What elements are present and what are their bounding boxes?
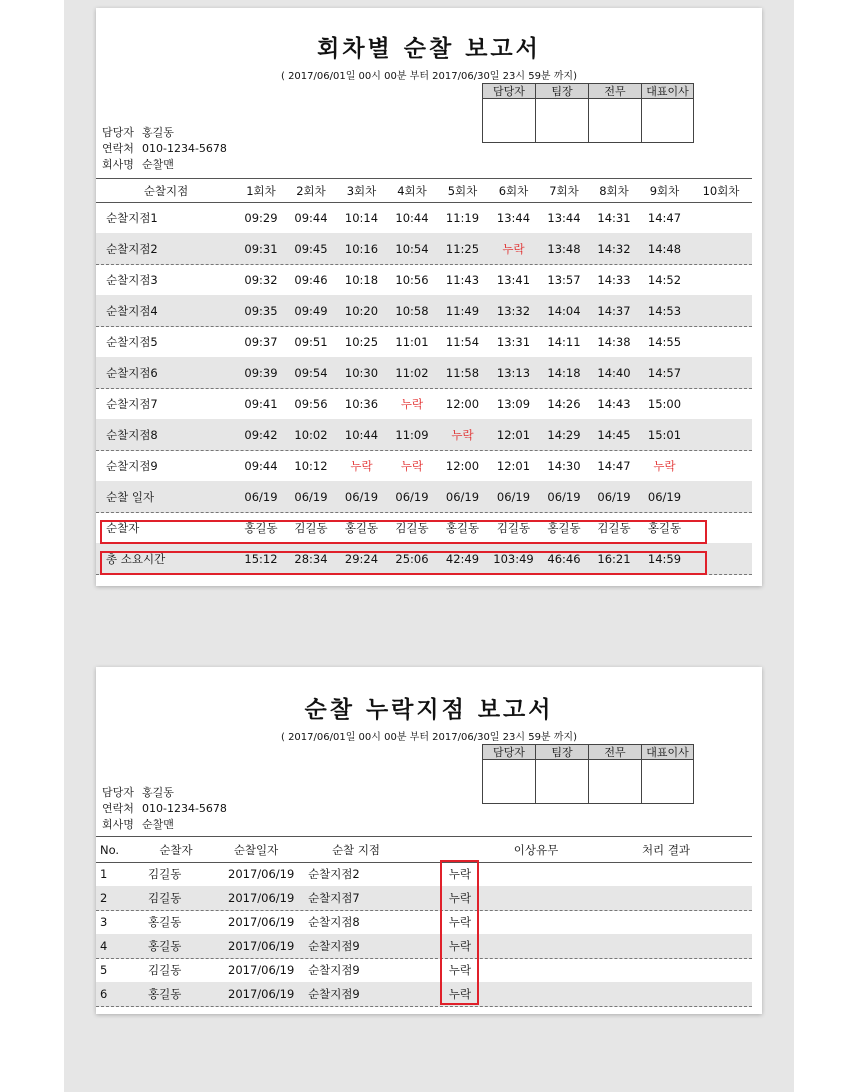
time-cell: 09:44 [294,210,328,225]
signature-box [641,99,694,143]
column-header: 순찰자 [159,842,193,857]
row-label: 순찰지점9 [106,458,158,473]
time-cell: 10:16 [344,241,379,256]
approval-boxes [482,744,694,804]
approval-ceo: 대표이사 [641,744,694,804]
table-row [96,481,752,513]
row-label: 순찰지점6 [106,365,158,380]
missed-cell: 누락 [350,458,373,473]
time-cell: 10:44 [395,210,429,225]
time-cell: 14:55 [647,334,682,349]
cell-patroller: 김길동 [148,867,182,881]
time-cell: 13:32 [496,303,531,318]
signature-box [535,760,588,804]
cell-date: 2017/06/19 [228,963,295,977]
time-cell: 14:11 [547,334,581,349]
time-cell: 09:49 [294,303,328,318]
total-time-row-highlight [100,551,707,575]
time-cell: 13:57 [547,272,581,287]
time-cell: 13:41 [496,272,531,287]
time-cell: 06/19 [445,489,480,504]
time-cell: 09:45 [294,241,328,256]
time-cell: 10:58 [395,303,429,318]
time-cell: 13:44 [547,210,581,225]
time-cell: 11:02 [395,365,429,380]
table-row [96,233,752,265]
table-row [96,326,752,358]
time-cell [690,264,752,295]
time-cell: 13:13 [496,365,531,380]
approval-team-lead: 팀장 [535,83,588,143]
time-cell: 홍길동 [647,520,682,535]
signature-box [588,760,641,804]
time-cell: 12:01 [496,458,531,473]
cell-status: 누락 [448,867,472,881]
time-cell: 12:01 [496,427,531,442]
time-cell: 14:47 [597,458,631,473]
time-cell: 06/19 [496,489,531,504]
report-period: ( 2017/06/01일 00시 00분 부터 2017/06/30일 23시 59분 까지) [280,71,577,82]
time-cell [690,357,752,388]
cell-patroller: 홍길동 [148,915,182,929]
column-header: 순찰 지점 [331,842,381,857]
time-cell: 홍길동 [547,520,581,535]
table-row [96,910,752,935]
time-cell: 06/19 [344,489,379,504]
approval-executive: 전무 [588,744,641,804]
time-cell: 10:36 [344,396,379,411]
cell-no: 3 [100,915,108,929]
patroller-row-highlight [100,520,707,544]
table-row [96,264,752,296]
column-header-round: 3회차 [346,183,377,198]
report-period: ( 2017/06/01일 00시 00분 부터 2017/06/30일 23시 59분 까지) [280,732,577,743]
time-cell: 김길동 [395,520,429,535]
time-cell: 14:53 [647,303,682,318]
time-cell: 10:30 [344,365,379,380]
approval-team-lead: 팀장 [535,744,588,804]
column-header-round: 10회차 [702,183,740,198]
time-cell: 13:09 [496,396,531,411]
table-row [96,357,752,389]
time-cell: 09:29 [244,210,278,225]
time-cell: 06/19 [597,489,631,504]
report-info [102,785,227,833]
missed-cell: 누락 [653,458,676,473]
time-cell: 46:46 [547,551,581,566]
time-cell: 10:12 [294,458,328,473]
cell-result [591,910,741,934]
time-cell: 06/19 [244,489,278,504]
time-cell: 11:43 [445,272,480,287]
time-cell: 15:01 [647,427,682,442]
round-patrol-report [96,8,762,586]
cell-status: 누락 [448,915,472,929]
table-row [96,862,752,887]
time-cell: 15:00 [647,396,682,411]
missed-cell: 누락 [451,427,474,442]
time-cell [690,233,752,264]
time-cell: 14:43 [597,396,631,411]
time-cell: 09:41 [244,396,278,411]
column-header-round: 4회차 [397,183,427,198]
table-row [96,958,752,983]
cell-point: 순찰지점7 [308,891,360,905]
time-cell: 11:49 [445,303,480,318]
cell-no: 4 [100,939,108,953]
time-cell: 09:31 [244,241,278,256]
cell-status: 누락 [448,891,472,905]
cell-no: 5 [100,963,108,977]
column-header-round: 6회차 [498,183,529,198]
column-header-round: 9회차 [649,183,680,198]
column-header-round: 2회차 [296,183,326,198]
signature-box [482,760,535,804]
report-info [102,125,227,173]
time-cell [690,419,752,450]
time-cell [690,388,752,419]
time-cell: 13:48 [547,241,581,256]
column-header-round: 8회차 [599,183,629,198]
cell-no: 1 [100,867,108,881]
time-cell: 14:29 [547,427,581,442]
time-cell [690,326,752,357]
time-cell: 홍길동 [244,520,278,535]
time-cell: 14:45 [597,427,631,442]
table-header [96,836,752,863]
time-cell: 09:32 [244,272,278,287]
cell-date: 2017/06/19 [228,891,295,905]
time-cell: 42:49 [445,551,480,566]
time-cell: 14:37 [597,303,631,318]
table-row [96,934,752,959]
column-header: No. [100,842,120,857]
column-header-round: 5회차 [447,183,478,198]
time-cell [690,295,752,326]
cell-date: 2017/06/19 [228,939,295,953]
table-header [96,178,752,203]
missed-point-report [96,667,762,1014]
missed-cell: 누락 [400,458,424,473]
cell-result [591,982,741,1006]
info-company: 회사명 순찰맨 [102,818,174,831]
time-cell: 11:25 [445,241,480,256]
time-cell: 11:01 [395,334,429,349]
time-cell: 10:14 [344,210,379,225]
time-cell: 14:33 [597,272,631,287]
time-cell: 06/19 [547,489,581,504]
time-cell: 06/19 [647,489,682,504]
time-cell: 10:18 [344,272,379,287]
column-header: 처리 결과 [641,842,691,857]
status-column-highlight [440,860,479,1005]
cell-point: 순찰지점9 [308,987,360,1001]
time-cell: 06/19 [294,489,328,504]
signature-box [588,99,641,143]
column-header-round: 1회차 [246,183,276,198]
row-label: 순찰자 [106,520,140,535]
row-label: 순찰지점1 [106,210,158,225]
time-cell: 09:54 [294,365,328,380]
approval-manager: 담당자 [482,83,535,143]
table-row [96,886,752,911]
info-contact: 연락처 010-1234-5678 [102,142,227,155]
row-label: 순찰 일자 [106,489,155,504]
row-label: 순찰지점2 [106,241,158,256]
table-row [96,419,752,451]
time-cell: 09:42 [244,427,278,442]
time-cell: 14:57 [647,365,682,380]
cell-patroller: 홍길동 [148,987,182,1001]
time-cell: 14:32 [597,241,631,256]
cell-result [591,862,741,886]
time-cell: 김길동 [294,520,328,535]
time-cell: 14:38 [597,334,631,349]
column-header: 순찰일자 [233,842,279,857]
time-cell: 15:12 [244,551,278,566]
table-row [96,982,752,1007]
time-cell: 홍길동 [344,520,379,535]
time-cell: 13:31 [496,334,531,349]
cell-result [591,958,741,982]
time-cell: 11:19 [445,210,480,225]
time-cell: 13:44 [496,210,531,225]
time-cell: 김길동 [597,520,631,535]
cell-patroller: 김길동 [148,963,182,977]
cell-patroller: 홍길동 [148,939,182,953]
time-cell: 14:48 [647,241,682,256]
time-cell: 09:44 [244,458,278,473]
time-cell: 14:31 [597,210,631,225]
time-cell: 12:00 [445,396,480,411]
time-cell: 09:56 [294,396,328,411]
time-cell: 14:04 [547,303,581,318]
table-row [96,295,752,327]
time-cell: 10:56 [395,272,429,287]
time-cell: 09:37 [244,334,278,349]
time-cell: 09:46 [294,272,328,287]
row-label: 총 소요시간 [106,551,166,566]
approval-ceo: 대표이사 [641,83,694,143]
row-label: 순찰지점3 [106,272,158,287]
time-cell: 김길동 [496,520,531,535]
approval-boxes [482,83,694,143]
report-title: 순찰 누락지점 보고서 [304,697,554,723]
missed-cell: 누락 [502,241,525,256]
row-label: 순찰지점8 [106,427,158,442]
time-cell: 11:09 [395,427,429,442]
info-manager: 담당자 홍길동 [102,786,174,799]
info-manager: 담당자 홍길동 [102,126,174,139]
cell-point: 순찰지점8 [308,915,360,929]
time-cell [690,481,752,512]
table-row [96,450,752,482]
time-cell: 11:54 [445,334,480,349]
info-contact: 연락처 010-1234-5678 [102,802,227,815]
time-cell: 29:24 [344,551,379,566]
column-header: 이상유무 [513,842,559,857]
time-cell: 06/19 [395,489,429,504]
time-cell: 14:47 [647,210,682,225]
table-row [96,202,752,234]
time-cell: 14:26 [547,396,581,411]
cell-result [591,934,741,958]
time-cell: 14:30 [547,458,581,473]
approval-executive: 전무 [588,83,641,143]
cell-status: 누락 [448,987,472,1001]
approval-manager: 담당자 [482,744,535,804]
time-cell: 14:52 [647,272,682,287]
time-cell [690,450,752,481]
time-cell: 14:18 [547,365,581,380]
cell-point: 순찰지점9 [308,963,360,977]
time-cell: 09:35 [244,303,278,318]
time-cell: 홍길동 [445,520,480,535]
cell-date: 2017/06/19 [228,987,295,1001]
column-header-round: 7회차 [549,183,579,198]
info-company: 회사명 순찰맨 [102,158,174,171]
cell-no: 2 [100,891,108,905]
time-cell: 10:25 [344,334,379,349]
cell-point: 순찰지점9 [308,939,360,953]
time-cell: 10:20 [344,303,379,318]
time-cell: 10:02 [294,427,328,442]
time-cell: 103:49 [493,551,534,566]
cell-point: 순찰지점2 [308,867,360,881]
row-label: 순찰지점5 [106,334,158,349]
cell-status: 누락 [448,939,472,953]
time-cell: 09:39 [244,365,278,380]
time-cell: 16:21 [597,551,631,566]
table-row [96,388,752,420]
cell-no: 6 [100,987,108,1001]
time-cell: 14:59 [647,551,682,566]
time-cell: 10:54 [395,241,429,256]
time-cell [690,202,752,233]
cell-date: 2017/06/19 [228,867,295,881]
signature-box [535,99,588,143]
column-header-point: 순찰지점 [143,183,189,198]
time-cell: 09:51 [294,334,328,349]
time-cell: 10:44 [344,427,379,442]
signature-box [641,760,694,804]
missed-cell: 누락 [400,396,424,411]
time-cell: 12:00 [445,458,480,473]
row-label: 순찰지점7 [106,396,158,411]
time-cell: 14:40 [597,365,631,380]
signature-box [482,99,535,143]
time-cell: 25:06 [395,551,429,566]
time-cell: 28:34 [294,551,328,566]
report-title: 회차별 순찰 보고서 [317,36,541,62]
cell-status: 누락 [448,963,472,977]
row-label: 순찰지점4 [106,303,158,318]
cell-date: 2017/06/19 [228,915,295,929]
cell-result [591,886,741,910]
time-cell: 11:58 [445,365,480,380]
cell-patroller: 김길동 [148,891,182,905]
